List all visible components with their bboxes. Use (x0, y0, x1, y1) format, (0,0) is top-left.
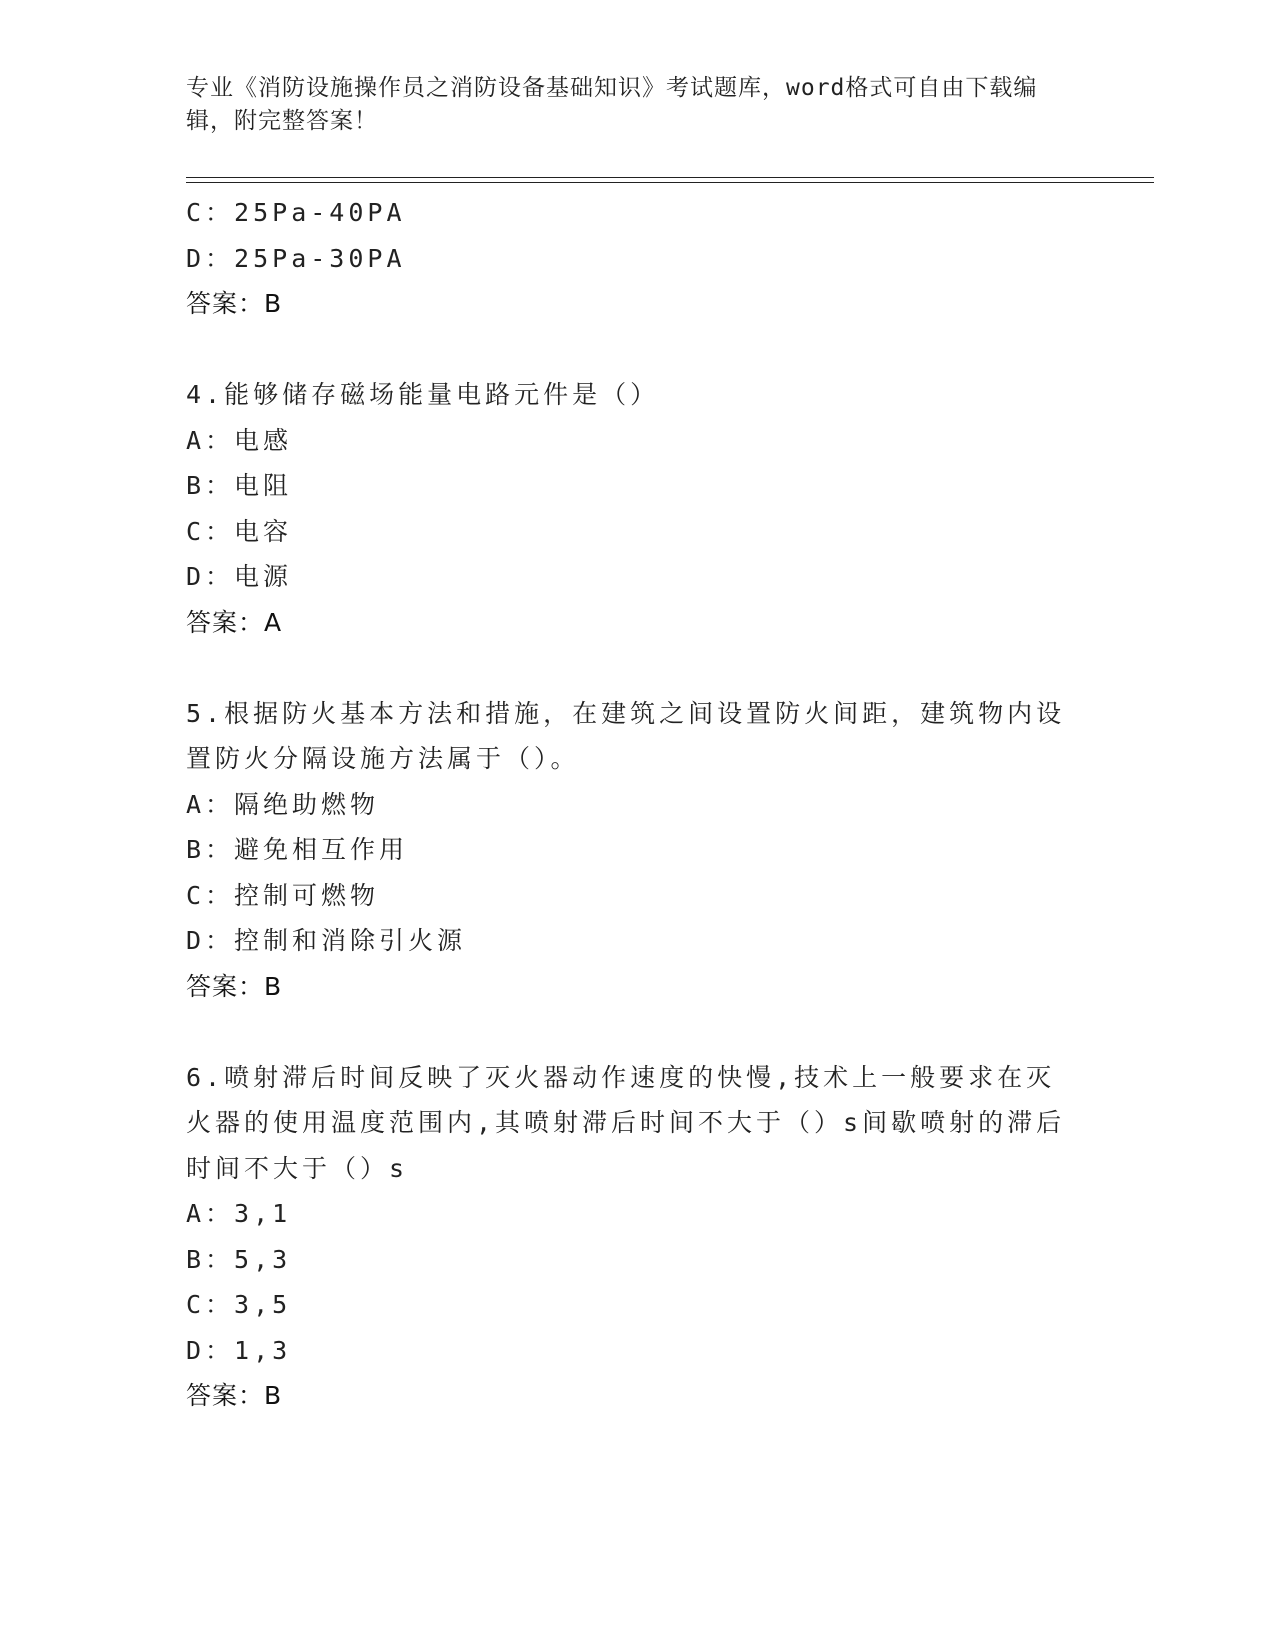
option-c: C：电容 (186, 516, 293, 546)
spacer (186, 327, 1066, 373)
option-a: A：3,1 (186, 1199, 292, 1228)
answer-line: 答案：B (186, 1381, 283, 1410)
question-stem: 6.喷射滞后时间反映了灭火器动作速度的快慢,技术上一般要求在灭火器的使用温度范围内,其喷射滞后时间不大于（）s间歇喷射的滞后时间不大于（）s (186, 1062, 1066, 1183)
question-list (186, 190, 1066, 1419)
question-3-continued (186, 190, 1066, 327)
option-b: B：电阻 (186, 471, 293, 500)
option-a: A：电感 (186, 425, 293, 455)
option-d: D：电源 (186, 562, 293, 591)
header-divider-top (186, 177, 1154, 178)
page-header-text: 专业《消防设施操作员之消防设备基础知识》考试题库，word格式可自由下载编辑，附完整答案！ (186, 75, 1038, 134)
option-c: C：控制可燃物 (186, 880, 380, 910)
option-d: D：25Pa-30PA (186, 243, 406, 273)
option-c: C：3,5 (186, 1290, 292, 1319)
answer-line: 答案：B (186, 971, 283, 1001)
question-4 (186, 372, 1066, 645)
question-stem: 5.根据防火基本方法和措施，在建筑之间设置防火间距，建筑物内设置防火分隔设施方法属于（）。 (186, 698, 1066, 773)
answer-line: 答案：A (186, 607, 283, 637)
option-d: D：控制和消除引火源 (186, 926, 467, 955)
option-c: C：25Pa-40PA (186, 198, 406, 227)
option-a: A：隔绝助燃物 (186, 789, 380, 819)
question-6 (186, 1055, 1066, 1419)
spacer (186, 645, 1066, 691)
option-b: B：5,3 (186, 1244, 292, 1274)
answer-line: 答案：B (186, 289, 283, 318)
option-b: B：避免相互作用 (186, 835, 409, 864)
spacer (186, 1009, 1066, 1055)
question-stem: 4.能够储存磁场能量电路元件是（） (186, 380, 660, 409)
header-divider-bottom (186, 182, 1154, 183)
option-d: D：1,3 (186, 1335, 292, 1365)
question-5 (186, 691, 1066, 1010)
